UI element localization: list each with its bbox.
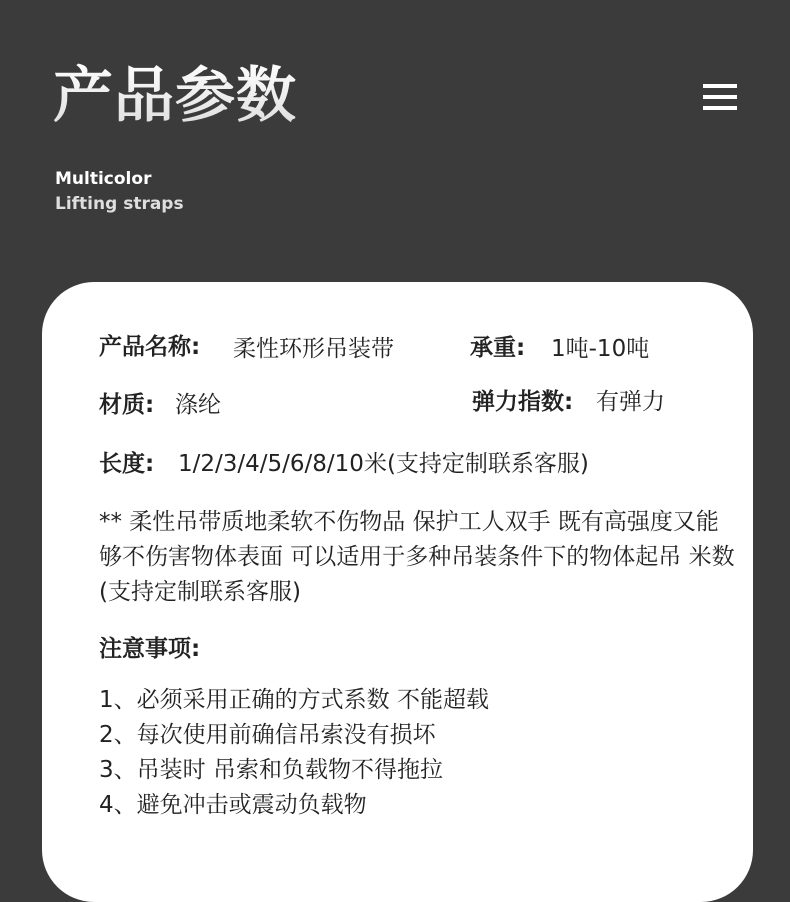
notes-title: 注意事项: xyxy=(99,636,201,662)
list-item: 1、必须采用正确的方式系数 不能超载 xyxy=(99,687,489,713)
hamburger-menu-icon[interactable] xyxy=(703,84,737,110)
elasticity-value: 有弹力 xyxy=(596,389,665,415)
menu-bar xyxy=(703,84,737,88)
load-value: 1吨-10吨 xyxy=(551,336,650,362)
spec-card xyxy=(42,282,753,902)
material-value: 涤纶 xyxy=(175,392,221,418)
subtitle-lifting-straps: Lifting straps xyxy=(55,194,184,214)
menu-bar xyxy=(703,106,737,110)
description-text: ** 柔性吊带质地柔软不伤物品 保护工人双手 既有高强度又能够不伤害物体表面 可以适用于多种吊装条件下的物体起吊 米数(支持定制联系客服) xyxy=(99,509,735,605)
list-item: 4、避免冲击或震动负载物 xyxy=(99,792,367,818)
menu-bar xyxy=(703,95,737,99)
notes-list xyxy=(99,683,489,823)
load-label: 承重: xyxy=(470,335,526,361)
page-title: 产品参数 xyxy=(53,61,297,131)
list-item: 2、每次使用前确信吊索没有损坏 xyxy=(99,722,436,748)
list-item: 3、吊装时 吊索和负载物不得拖拉 xyxy=(99,757,443,783)
material-label: 材质: xyxy=(99,392,155,418)
product-name-value: 柔性环形吊装带 xyxy=(233,336,394,362)
length-value: 1/2/3/4/5/6/8/10米(支持定制联系客服) xyxy=(178,451,589,477)
elasticity-label: 弹力指数: xyxy=(472,389,574,415)
length-label: 长度: xyxy=(99,451,155,477)
product-name-label: 产品名称: xyxy=(99,334,201,360)
subtitle-multicolor: Multicolor xyxy=(55,169,152,189)
